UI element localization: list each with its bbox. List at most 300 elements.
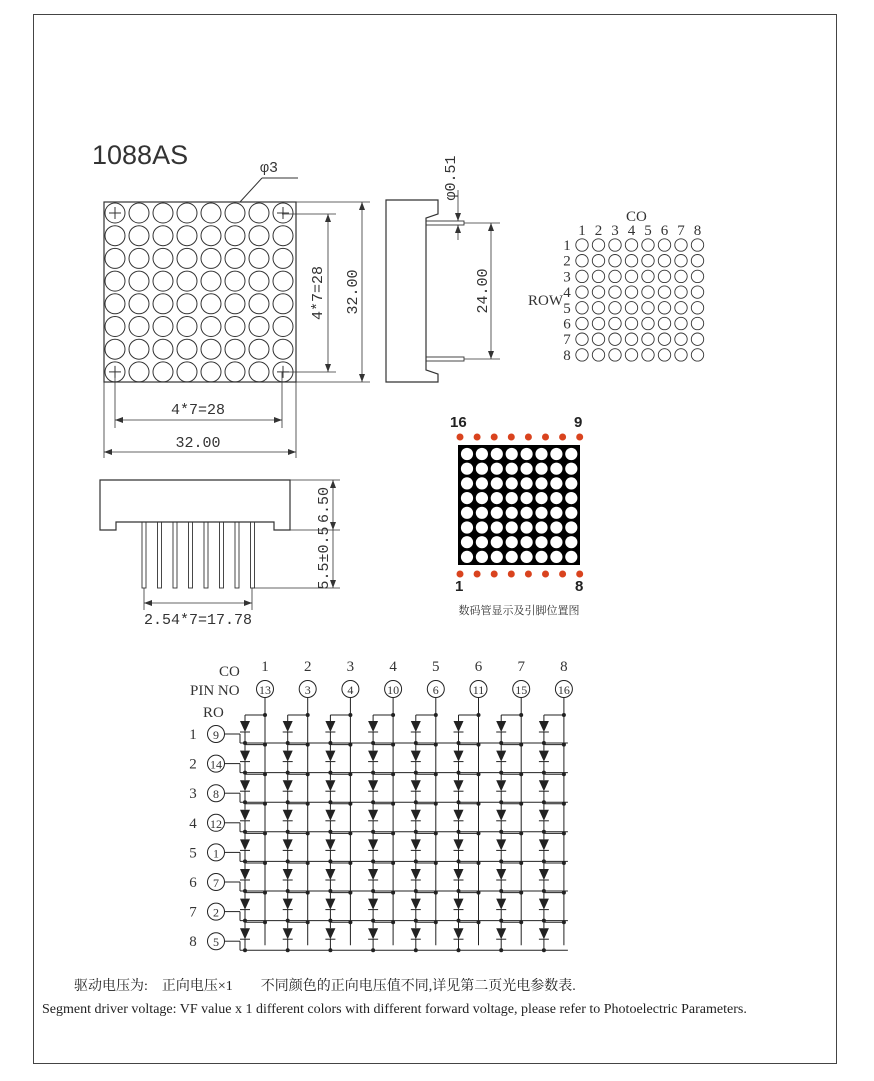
pin-pad	[491, 434, 498, 441]
pin-label-9: 9	[574, 414, 583, 431]
mini-led-outline	[642, 239, 654, 251]
mini-led-outline	[658, 333, 670, 345]
pin-pad	[525, 434, 532, 441]
front-led-outline	[153, 226, 173, 246]
schematic-col-number: 4	[389, 659, 397, 675]
led-dot	[535, 448, 547, 460]
schematic-row-number: 3	[189, 786, 197, 803]
mini-led-outline	[609, 286, 621, 298]
led-dot	[491, 463, 503, 475]
led-diode-symbol	[411, 810, 421, 821]
led-dot	[535, 492, 547, 504]
pin-pad	[576, 571, 583, 578]
mini-led-outline	[658, 317, 670, 329]
mini-led-outline	[691, 302, 703, 314]
mini-led-outline	[576, 333, 588, 345]
pin-label-8: 8	[575, 578, 584, 595]
side-view	[386, 155, 500, 382]
schematic-col-number: 6	[474, 659, 483, 675]
led-diode-symbol	[240, 810, 250, 821]
junction-dot	[243, 948, 247, 952]
mini-led-outline	[625, 333, 637, 345]
col-pin-number: 16	[557, 683, 570, 697]
led-dot	[491, 477, 503, 489]
front-led-outline	[153, 339, 173, 359]
led-diode-symbol	[325, 839, 335, 850]
lead-pin	[189, 522, 193, 588]
led-diode-symbol	[454, 721, 464, 732]
front-led-outline	[177, 248, 197, 268]
row-pin-number: 5	[213, 935, 219, 950]
front-led-outline	[177, 339, 197, 359]
front-led-outline	[201, 317, 221, 337]
front-led-outline	[201, 226, 221, 246]
front-led-outline	[225, 362, 245, 382]
junction-dot	[477, 772, 481, 776]
junction-dot	[434, 802, 438, 806]
led-diode-symbol	[411, 839, 421, 850]
led-dot	[535, 477, 547, 489]
junction-dot	[499, 948, 503, 952]
junction-dot	[348, 772, 352, 776]
column-pitch-label: 4*7=28	[170, 402, 226, 419]
mini-col-number: 4	[627, 223, 636, 239]
junction-dot	[477, 743, 481, 747]
junction-dot	[519, 772, 523, 776]
mini-led-outline	[675, 255, 687, 267]
pin-pad	[525, 571, 532, 578]
led-dot	[565, 521, 577, 533]
mini-led-outline	[592, 302, 604, 314]
junction-dot	[414, 948, 418, 952]
front-led-outline	[273, 339, 293, 359]
junction-dot	[519, 743, 523, 747]
led-diode-symbol	[539, 839, 549, 850]
row-pin-number: 9	[213, 728, 219, 742]
led-diode-symbol	[368, 721, 378, 732]
junction-dot	[519, 802, 523, 806]
led-dot	[506, 536, 518, 548]
front-led-outline	[153, 317, 173, 337]
schematic-row-label: RO	[203, 705, 224, 721]
front-led-outline	[201, 294, 221, 314]
led-dot	[565, 477, 577, 489]
led-dot	[461, 492, 473, 504]
led-diode-symbol	[368, 869, 378, 880]
mini-led-outline	[658, 349, 670, 361]
junction-dot	[391, 772, 395, 776]
led-dot	[565, 507, 577, 519]
front-led-outline	[153, 271, 173, 291]
mini-led-outline	[609, 333, 621, 345]
schematic-pin-label: PIN NO	[190, 683, 240, 699]
col-pin-number: 15	[515, 683, 528, 697]
col-pin-number: 13	[259, 683, 271, 697]
junction-dot	[306, 891, 310, 895]
junction-dot	[391, 713, 395, 717]
led-diode-symbol	[368, 780, 378, 791]
front-led-outline	[177, 294, 197, 314]
led-diode-symbol	[283, 899, 293, 910]
led-dot	[521, 521, 533, 533]
pin-label-1: 1	[455, 578, 464, 595]
junction-dot	[519, 891, 523, 895]
front-led-outline	[273, 294, 293, 314]
led-diode-symbol	[539, 751, 549, 762]
pin-pad	[559, 434, 566, 441]
mini-led-outline	[691, 317, 703, 329]
junction-dot	[477, 861, 481, 865]
junction-dot	[306, 772, 310, 776]
front-led-outline	[225, 317, 245, 337]
led-diode-symbol	[240, 780, 250, 791]
led-diode-symbol	[325, 751, 335, 762]
junction-dot	[263, 772, 267, 776]
schematic-row-number: 6	[189, 875, 197, 891]
hole-diameter-label: φ3	[260, 160, 279, 177]
junction-dot	[263, 743, 267, 747]
led-dot	[550, 477, 562, 489]
led-dot	[476, 521, 488, 533]
mini-led-outline	[576, 270, 588, 282]
led-diode-symbol	[454, 899, 464, 910]
led-dot	[461, 448, 473, 460]
led-diode-symbol	[240, 839, 250, 850]
front-led-outline	[225, 248, 245, 268]
front-led-outline	[153, 248, 173, 268]
mini-led-outline	[675, 270, 687, 282]
junction-dot	[306, 743, 310, 747]
led-dot	[521, 507, 533, 519]
col-pin-number: 3	[304, 683, 311, 697]
pin-pad	[491, 571, 498, 578]
led-diode-symbol	[283, 839, 293, 850]
front-led-outline	[201, 339, 221, 359]
front-led-outline	[225, 294, 245, 314]
pin-pad	[542, 571, 549, 578]
led-dot	[521, 448, 533, 460]
led-dot	[565, 448, 577, 460]
led-dot	[506, 521, 518, 533]
led-dot	[550, 536, 562, 548]
mini-led-outline	[642, 255, 654, 267]
col-pin-number: 10	[387, 683, 400, 697]
junction-dot	[562, 802, 566, 806]
led-dot	[506, 463, 518, 475]
mini-led-outline	[576, 286, 588, 298]
front-led-outline	[249, 317, 269, 337]
junction-dot	[519, 713, 523, 717]
lead-pin	[220, 522, 224, 588]
pin-span-label: 24.00	[475, 268, 492, 314]
led-dot	[491, 521, 503, 533]
mini-led-outline	[675, 333, 687, 345]
mini-led-outline	[675, 302, 687, 314]
mini-led-outline	[691, 333, 703, 345]
front-led-outline	[249, 339, 269, 359]
junction-dot	[286, 948, 290, 952]
lead-pin	[158, 522, 162, 588]
junction-dot	[542, 948, 546, 952]
front-led-outline	[201, 271, 221, 291]
mini-row-number: 5	[563, 300, 571, 317]
led-dot	[565, 551, 577, 563]
mini-col-number: 2	[594, 223, 603, 239]
led-diode-symbol	[240, 899, 250, 910]
mini-col-number: 8	[693, 223, 702, 239]
col-pin-number: 4	[347, 683, 354, 697]
front-led-outline	[129, 339, 149, 359]
front-led-outline	[105, 226, 125, 246]
mini-led-outline	[691, 349, 703, 361]
led-matrix-body	[458, 445, 580, 565]
led-diode-symbol	[454, 780, 464, 791]
schematic-row-number: 8	[189, 934, 197, 951]
led-diode-symbol	[454, 751, 464, 762]
led-diode-symbol	[454, 839, 464, 850]
schematic-col-number: 2	[303, 659, 312, 675]
junction-dot	[391, 802, 395, 806]
pin-pad	[576, 434, 583, 441]
front-led-outline	[249, 271, 269, 291]
pin-pad	[457, 571, 464, 578]
front-led-outline	[225, 226, 245, 246]
pin-pad	[474, 571, 481, 578]
front-led-outline	[273, 226, 293, 246]
mini-led-outline	[658, 270, 670, 282]
led-dot	[535, 521, 547, 533]
led-diode-symbol	[411, 780, 421, 791]
front-led-outline	[153, 294, 173, 314]
junction-dot	[391, 891, 395, 895]
mini-led-outline	[592, 286, 604, 298]
led-diode-symbol	[496, 839, 506, 850]
led-dot	[521, 551, 533, 563]
led-diode-symbol	[283, 810, 293, 821]
junction-dot	[434, 861, 438, 865]
led-diode-symbol	[411, 899, 421, 910]
led-diode-symbol	[283, 780, 293, 791]
led-dot	[476, 551, 488, 563]
mini-led-outline	[658, 302, 670, 314]
mini-col-number: 5	[644, 223, 652, 239]
mini-led-outline	[625, 239, 637, 251]
junction-dot	[348, 920, 352, 924]
led-diode-symbol	[240, 869, 250, 880]
row-pin-number: 8	[213, 787, 219, 802]
led-dot	[476, 477, 488, 489]
led-dot	[506, 551, 518, 563]
mini-led-outline	[609, 270, 621, 282]
row-column-index-matrix	[528, 209, 704, 364]
col-pin-number: 6	[432, 683, 439, 697]
led-diode-symbol	[496, 751, 506, 762]
front-led-outline	[201, 248, 221, 268]
mini-led-outline	[658, 239, 670, 251]
mini-row-number: 6	[563, 316, 571, 333]
junction-dot	[348, 802, 352, 806]
schematic-col-number: 8	[560, 659, 568, 675]
front-led-outline	[105, 294, 125, 314]
junction-dot	[263, 713, 267, 717]
front-led-outline	[249, 248, 269, 268]
pin-pad	[508, 571, 515, 578]
matrix-schematic	[189, 659, 572, 952]
front-led-outline	[105, 339, 125, 359]
mini-led-outline	[642, 317, 654, 329]
mini-row-number: 7	[563, 332, 571, 349]
led-diode-symbol	[496, 928, 506, 939]
row-pin-number: 7	[213, 876, 219, 890]
mini-col-number: 3	[611, 223, 619, 239]
led-diode-symbol	[325, 810, 335, 821]
junction-dot	[263, 891, 267, 895]
junction-dot	[457, 948, 461, 952]
led-diode-symbol	[368, 810, 378, 821]
junction-dot	[434, 920, 438, 924]
mini-led-outline	[609, 349, 621, 361]
led-diode-symbol	[454, 869, 464, 880]
row-pin-number: 1	[213, 846, 219, 861]
junction-dot	[306, 920, 310, 924]
mini-led-outline	[658, 286, 670, 298]
led-dot	[506, 477, 518, 489]
lead-pin	[204, 522, 208, 588]
mini-led-outline	[625, 302, 637, 314]
junction-dot	[263, 861, 267, 865]
row-pin-number: 2	[213, 905, 219, 920]
mini-row-number: 3	[563, 269, 571, 286]
led-diode-symbol	[368, 751, 378, 762]
schematic-row-number: 5	[189, 845, 197, 862]
schematic-row-number: 7	[189, 904, 197, 921]
led-diode-symbol	[240, 928, 250, 939]
led-diode-symbol	[539, 810, 549, 821]
junction-dot	[562, 743, 566, 747]
junction-dot	[562, 713, 566, 717]
mini-led-outline	[625, 270, 637, 282]
mini-led-outline	[592, 333, 604, 345]
mini-col-label: CO	[626, 209, 647, 225]
led-dot	[506, 448, 518, 460]
led-dot	[461, 463, 473, 475]
mini-row-number: 8	[563, 347, 571, 364]
junction-dot	[519, 920, 523, 924]
mini-led-outline	[592, 270, 604, 282]
front-view	[104, 160, 370, 458]
led-diode-symbol	[325, 899, 335, 910]
schematic-col-number: 5	[432, 659, 440, 675]
led-diode-symbol	[496, 899, 506, 910]
led-dot	[565, 492, 577, 504]
pin-length-label: 5.5±0.5	[316, 526, 333, 590]
mini-col-number: 7	[677, 223, 685, 239]
led-dot	[535, 551, 547, 563]
led-diode-symbol	[539, 928, 549, 939]
mini-led-outline	[658, 255, 670, 267]
mini-led-outline	[642, 349, 654, 361]
junction-dot	[391, 920, 395, 924]
junction-dot	[477, 713, 481, 717]
led-diode-symbol	[283, 751, 293, 762]
front-led-outline	[249, 362, 269, 382]
front-led-outline	[177, 203, 197, 223]
front-led-outline	[225, 339, 245, 359]
led-dot	[535, 507, 547, 519]
led-diode-symbol	[539, 869, 549, 880]
mini-row-number: 4	[563, 285, 571, 302]
led-dot	[550, 492, 562, 504]
junction-dot	[477, 831, 481, 835]
junction-dot	[434, 891, 438, 895]
mini-led-outline	[675, 317, 687, 329]
junction-dot	[477, 920, 481, 924]
mini-led-outline	[625, 317, 637, 329]
front-led-outline	[249, 294, 269, 314]
front-led-outline	[177, 362, 197, 382]
part-number: 1088AS	[92, 140, 189, 170]
led-dot	[461, 536, 473, 548]
led-dot	[521, 536, 533, 548]
body-height-label: 6.50	[316, 486, 333, 524]
junction-dot	[263, 831, 267, 835]
pin-pad	[542, 434, 549, 441]
pin-position-view	[450, 414, 583, 617]
lead-pin	[251, 522, 255, 588]
led-dot	[491, 536, 503, 548]
junction-dot	[562, 920, 566, 924]
front-led-outline	[201, 362, 221, 382]
led-diode-symbol	[325, 928, 335, 939]
mini-led-outline	[576, 317, 588, 329]
schematic-col-label: CO	[219, 664, 240, 680]
junction-dot	[371, 948, 375, 952]
front-led-outline	[105, 271, 125, 291]
front-led-outline	[249, 226, 269, 246]
led-diode-symbol	[411, 869, 421, 880]
schematic-row-number: 4	[189, 815, 197, 832]
junction-dot	[562, 861, 566, 865]
led-diode-symbol	[325, 869, 335, 880]
junction-dot	[306, 802, 310, 806]
mini-led-outline	[625, 286, 637, 298]
mini-col-number: 1	[578, 223, 586, 239]
led-diode-symbol	[411, 751, 421, 762]
led-dot	[565, 463, 577, 475]
led-diode-symbol	[496, 810, 506, 821]
mini-led-outline	[691, 255, 703, 267]
lead-pin	[235, 522, 239, 588]
pin-view-caption: 数码管显示及引脚位置图	[458, 604, 580, 617]
led-dot	[476, 536, 488, 548]
pin-pad	[508, 434, 515, 441]
led-diode-symbol	[411, 928, 421, 939]
mini-led-outline	[609, 302, 621, 314]
mini-led-outline	[691, 286, 703, 298]
led-diode-symbol	[325, 780, 335, 791]
junction-dot	[306, 831, 310, 835]
mini-led-outline	[592, 255, 604, 267]
pin-pad	[474, 434, 481, 441]
junction-dot	[306, 861, 310, 865]
front-led-outline	[129, 362, 149, 382]
junction-dot	[263, 920, 267, 924]
led-dot	[550, 551, 562, 563]
mini-led-outline	[675, 286, 687, 298]
led-dot	[476, 448, 488, 460]
junction-dot	[562, 831, 566, 835]
schematic-col-number: 7	[517, 659, 525, 675]
